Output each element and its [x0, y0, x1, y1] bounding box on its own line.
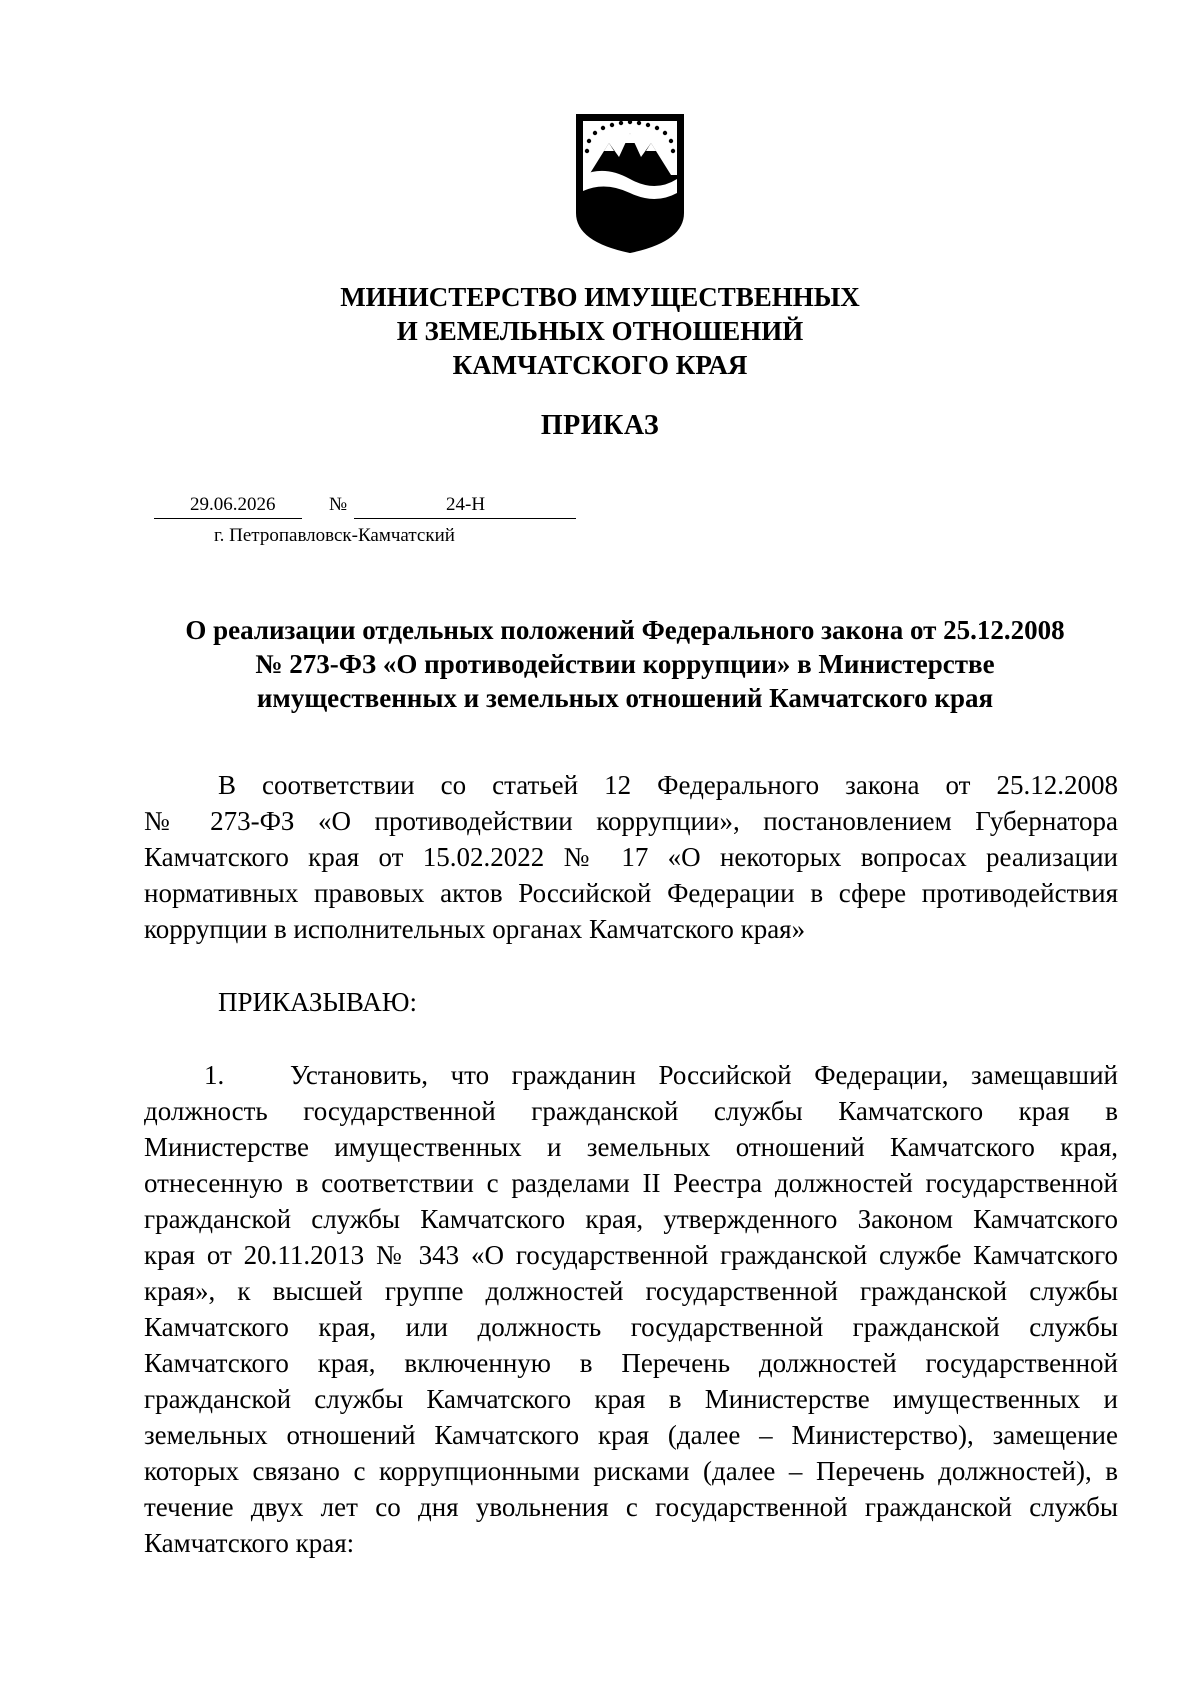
document-type: ПРИКАЗ [540, 410, 660, 441]
item-1-line-7: края», к высшей группе должностей государственной гражданской службы [144, 1276, 1118, 1306]
item-1-line-13: течение двух лет со дня увольнения с государственной гражданской службы [144, 1492, 1118, 1522]
preamble-line-4: нормативных правовых актов Российской Федерации в сфере противодействия [144, 878, 1118, 908]
order-word: ПРИКАЗЫВАЮ: [218, 987, 417, 1017]
preamble-line-1: В соответствии со статьей 12 Федерального закона от 25.12.2008 [218, 770, 1118, 800]
item-1-line-6: края от 20.11.2013 № 343 «О государственной гражданской службе Камчатского [144, 1240, 1118, 1270]
item-1-line-11: земельных отношений Камчатского края (далее – Министерство), замещение [144, 1420, 1118, 1450]
emblem-icon [575, 113, 685, 254]
preamble-line-3: Камчатского края от 15.02.2022 № 17 «О некоторых вопросах реализации [144, 842, 1118, 872]
title-line-1: О реализации отдельных положений Федерального закона от 25.12.2008 [185, 615, 1065, 645]
item-1-line-5: гражданской службы Камчатского края, утвержденного Законом Камчатского [144, 1204, 1118, 1234]
ministry-name-line-3: КАМЧАТСКОГО КРАЯ [452, 350, 748, 380]
number-underline [354, 518, 576, 519]
item-1-number: 1. [204, 1060, 225, 1090]
item-1-line-2: должность государственной гражданской службы Камчатского края в [144, 1096, 1118, 1126]
preamble-line-5: коррупции в исполнительных органах Камчатского края» [144, 914, 806, 944]
number-sign: № [329, 494, 348, 515]
item-1-line-9: Камчатского края, включенную в Перечень должностей государственной [144, 1348, 1118, 1378]
order-number: 24-Н [446, 494, 486, 515]
date-underline [154, 518, 302, 519]
item-1-line-1: Установить, что гражданин Российской Федерации, замещавший [290, 1060, 1118, 1090]
preamble-line-2: № 273-ФЗ «О противодействии коррупции», постановлением Губернатора [144, 806, 1118, 836]
item-1-line-12: которых связано с коррупционными рисками (далее – Перечень должностей), в [144, 1456, 1118, 1486]
ministry-name-line-2: И ЗЕМЕЛЬНЫХ ОТНОШЕНИЙ [396, 316, 804, 346]
item-1-line-14: Камчатского края: [144, 1528, 355, 1558]
order-date: 29.06.2026 [190, 494, 276, 515]
title-line-2: № 273-ФЗ «О противодействии коррупции» в Министерстве [255, 649, 995, 679]
item-1-line-8: Камчатского края, или должность государственной гражданской службы [144, 1312, 1118, 1342]
item-1-line-10: гражданской службы Камчатского края в Министерстве имущественных и [144, 1384, 1118, 1414]
ministry-name-line-1: МИНИСТЕРСТВО ИМУЩЕСТВЕННЫХ [340, 282, 860, 312]
city-name: г. Петропавловск-Камчатский [214, 525, 455, 546]
item-1-line-3: Министерстве имущественных и земельных отношений Камчатского края, [144, 1132, 1118, 1162]
item-1-line-4: отнесенную в соответствии с разделами II Реестра должностей государственной [144, 1168, 1118, 1198]
title-line-3: имущественных и земельных отношений Камчатского края [256, 683, 994, 713]
